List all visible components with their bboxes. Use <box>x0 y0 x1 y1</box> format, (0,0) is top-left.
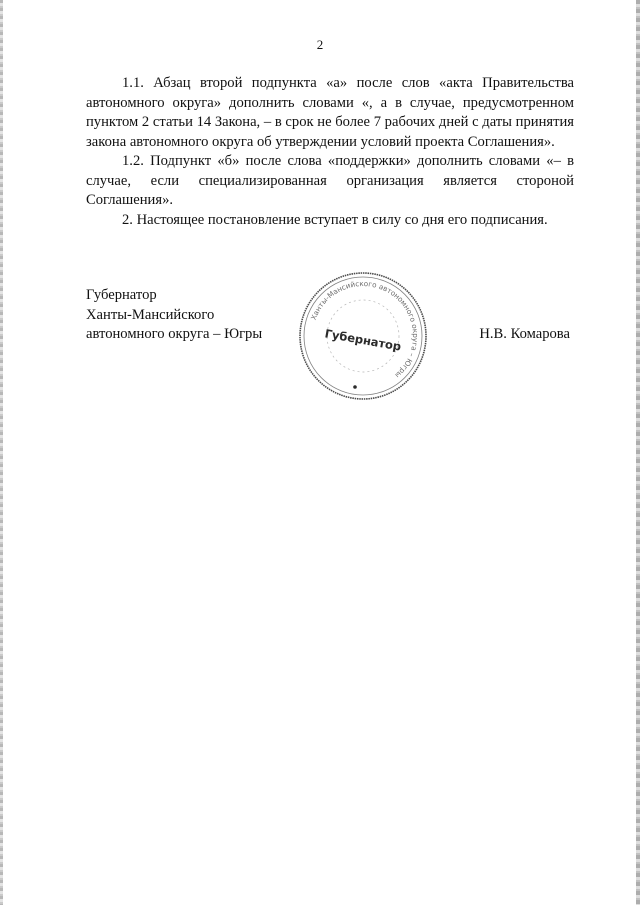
position-line: Губернатор <box>86 287 157 303</box>
document-body <box>86 74 574 230</box>
seal-dot <box>353 385 357 389</box>
seal-graphic <box>297 270 429 402</box>
official-seal <box>297 270 429 402</box>
paragraph-2: 2. Настоящее постановление вступает в силу со дня его подписания. <box>122 211 548 228</box>
scan-right-edge <box>636 0 640 905</box>
signatory-name: Н.В. Комарова <box>479 326 570 342</box>
paragraph-1-2: 1.2. Подпункт «б» после слова «поддержки» дополнить словами «– в случае, если специализированная организация является стороной Соглашения». <box>86 153 574 208</box>
signatory-position <box>86 286 262 345</box>
position-line: Ханты-Мансийского <box>86 306 215 323</box>
seal-center-text: Губернатор <box>323 326 403 354</box>
position-line: автономного округа – Югры <box>86 326 263 342</box>
seal-ring-text: Ханты-Мансийского автономного округа – Югры <box>308 278 421 381</box>
paragraph-1-1: 1.1. Абзац второй подпункта «а» после слов «акта Правительства автономного округа» дополнить словами «, а в случае, предусмотренном пунктом 2 статьи 14 Закона, – в срок не более 7 рабочих дней с даты принятия закона автономного округа об утверждении условий проекта Соглашения». <box>86 75 574 150</box>
page-number: 2 <box>316 37 324 52</box>
scan-left-edge <box>0 0 3 905</box>
